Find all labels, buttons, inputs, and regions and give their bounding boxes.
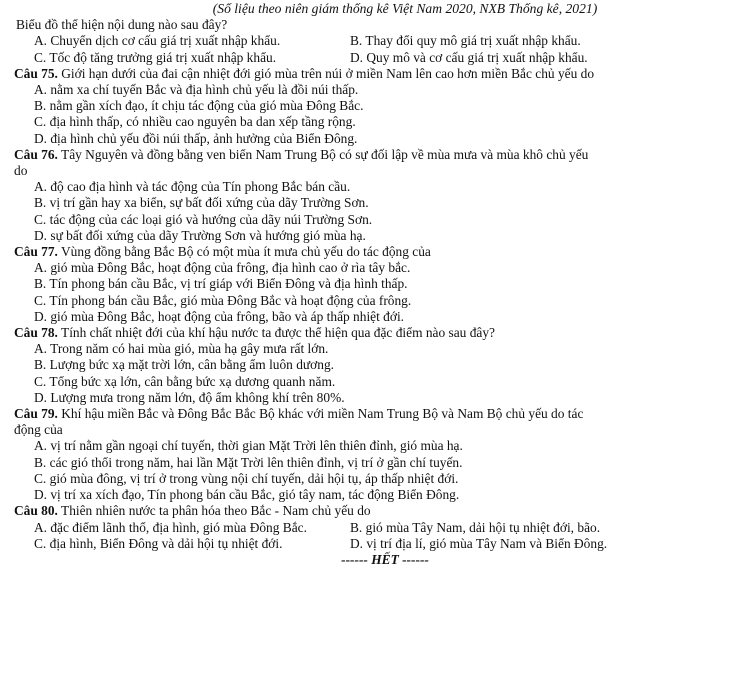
q75-label: Câu 75.	[14, 65, 58, 81]
q75-option-b: B. nằm gần xích đạo, ít chịu tác động của gió mùa Đông Bắc.	[34, 98, 364, 114]
q79-option-a: A. vị trí nằm gần ngoại chí tuyến, thời gian Mặt Trời lên thiên đỉnh, gió mùa hạ.	[34, 438, 463, 454]
end-mark: ------ HẾT ------	[341, 551, 429, 567]
q79-option-b: B. các gió thổi trong năm, hai lần Mặt Trời lên thiên đỉnh, vị trí ở gần chí tuyến.	[34, 454, 463, 470]
q78-label: Câu 78.	[14, 325, 58, 341]
q79-question-cont: động của	[14, 422, 63, 438]
q77-question	[0, 244, 750, 260]
q77-option-b: B. Tín phong bán cầu Bắc, vị trí giáp với Biển Đông và địa hình thấp.	[34, 276, 408, 292]
q76-option-b: B. vị trí gần hay xa biển, sự bất đối xứng của dãy Trường Sơn.	[34, 195, 369, 211]
q74-options-row1	[0, 33, 750, 49]
q76-question	[0, 147, 750, 163]
q75-option-a: A. nằm xa chí tuyến Bắc và địa hình chủ yếu là đồi núi thấp.	[34, 82, 359, 98]
q75-text: Giới hạn dưới của đai cận nhiệt đới gió mùa trên núi ở miền Nam lên cao hơn miền Bắc chủ yếu do	[57, 65, 595, 81]
q80-text: Thiên nhiên nước ta phân hóa theo Bắc - Nam chủ yếu do	[57, 503, 371, 519]
q77-option-c: C. Tín phong bán cầu Bắc, gió mùa Đông Bắc và hoạt động của frông.	[34, 292, 412, 308]
q79-text: Khí hậu miền Bắc và Đông Bắc Bắc Bộ khác với miền Nam Trung Bộ và Nam Bộ chủ yếu do tác	[57, 406, 584, 422]
q76-text: Tây Nguyên và đồng bằng ven biển Nam Trung Bộ có sự đối lập về mùa mưa và mùa khô chủ yếu	[57, 146, 589, 162]
q79-label: Câu 79.	[14, 406, 58, 422]
q78-question	[0, 325, 750, 341]
q77-label: Câu 77.	[14, 244, 58, 260]
q80-option-d: D. vị trí địa lí, gió mùa Tây Nam và Biển Đông.	[350, 535, 608, 551]
q74-prompt: Biểu đồ thể hiện nội dung nào sau đây?	[16, 17, 228, 33]
q77-option-a: A. gió mùa Đông Bắc, hoạt động của frông, địa hình cao ở rìa tây bắc.	[34, 260, 411, 276]
q80-option-b: B. gió mùa Tây Nam, dải hội tụ nhiệt đới, bão.	[350, 519, 601, 535]
q74-option-c: C. Tốc độ tăng trưởng giá trị xuất nhập khẩu.	[34, 49, 277, 65]
source-note: (Số liệu theo niên giám thống kê Việt Nam 2020, NXB Thống kê, 2021)	[212, 1, 598, 16]
q74-option-a: A. Chuyển dịch cơ cấu giá trị xuất nhập khẩu.	[34, 33, 281, 49]
q74-options-row2	[0, 50, 750, 66]
q75-option-d: D. địa hình chủ yếu đồi núi thấp, ảnh hưởng của Biển Đông.	[34, 130, 358, 146]
q77-option-d: D. gió mùa Đông Bắc, hoạt động của frông, bão và áp thấp nhiệt đới.	[34, 308, 405, 324]
q78-option-c: C. Tổng bức xạ lớn, cân bằng bức xạ dương quanh năm.	[34, 373, 336, 389]
q80-option-c: C. địa hình, Biển Đông và dải hội tụ nhiệt đới.	[34, 535, 283, 551]
q78-option-d: D. Lượng mưa trong năm lớn, độ ẩm không khí trên 80%.	[34, 389, 345, 405]
q80-option-a: A. đặc điểm lãnh thổ, địa hình, gió mùa Đông Bắc.	[34, 519, 307, 535]
q75-question	[0, 66, 750, 82]
q79-question	[0, 406, 750, 422]
q76-question-cont: do	[14, 163, 28, 179]
q80-options-row1	[0, 520, 750, 536]
q74-option-b: B. Thay đổi quy mô giá trị xuất nhập khẩu.	[350, 33, 581, 49]
q78-text: Tính chất nhiệt đới của khí hậu nước ta được thể hiện qua đặc điểm nào sau đây?	[57, 325, 495, 341]
q75-option-c: C. địa hình thấp, có nhiều cao nguyên ba dan xếp tầng rộng.	[34, 114, 356, 130]
q80-question	[0, 503, 750, 519]
q76-option-c: C. tác động của các loại gió và hướng của dãy núi Trường Sơn.	[34, 211, 373, 227]
q76-label: Câu 76.	[14, 146, 58, 162]
q76-option-d: D. sự bất đối xứng của dãy Trường Sơn và hướng gió mùa hạ.	[34, 227, 366, 243]
q80-options-row2	[0, 536, 750, 552]
q78-option-b: B. Lượng bức xạ mặt trời lớn, cân bằng ẩm luôn dương.	[34, 357, 335, 373]
q80-label: Câu 80.	[14, 503, 58, 519]
q78-option-a: A. Trong năm có hai mùa gió, mùa hạ gây mưa rất lớn.	[34, 341, 329, 357]
q74-option-d: D. Quy mô và cơ cấu giá trị xuất nhập khẩu.	[350, 49, 588, 65]
q77-text: Vùng đồng bằng Bắc Bộ có một mùa ít mưa chủ yếu do tác động của	[57, 244, 431, 260]
q79-option-c: C. gió mùa đông, vị trí ở trong vùng nội chí tuyến, dải hội tụ, áp thấp nhiệt đới.	[34, 470, 459, 486]
q79-option-d: D. vị trí xa xích đạo, Tín phong bán cầu Bắc, gió tây nam, tác động Biển Đông.	[34, 487, 460, 503]
q76-option-a: A. độ cao địa hình và tác động của Tín phong Bắc bán cầu.	[34, 179, 351, 195]
